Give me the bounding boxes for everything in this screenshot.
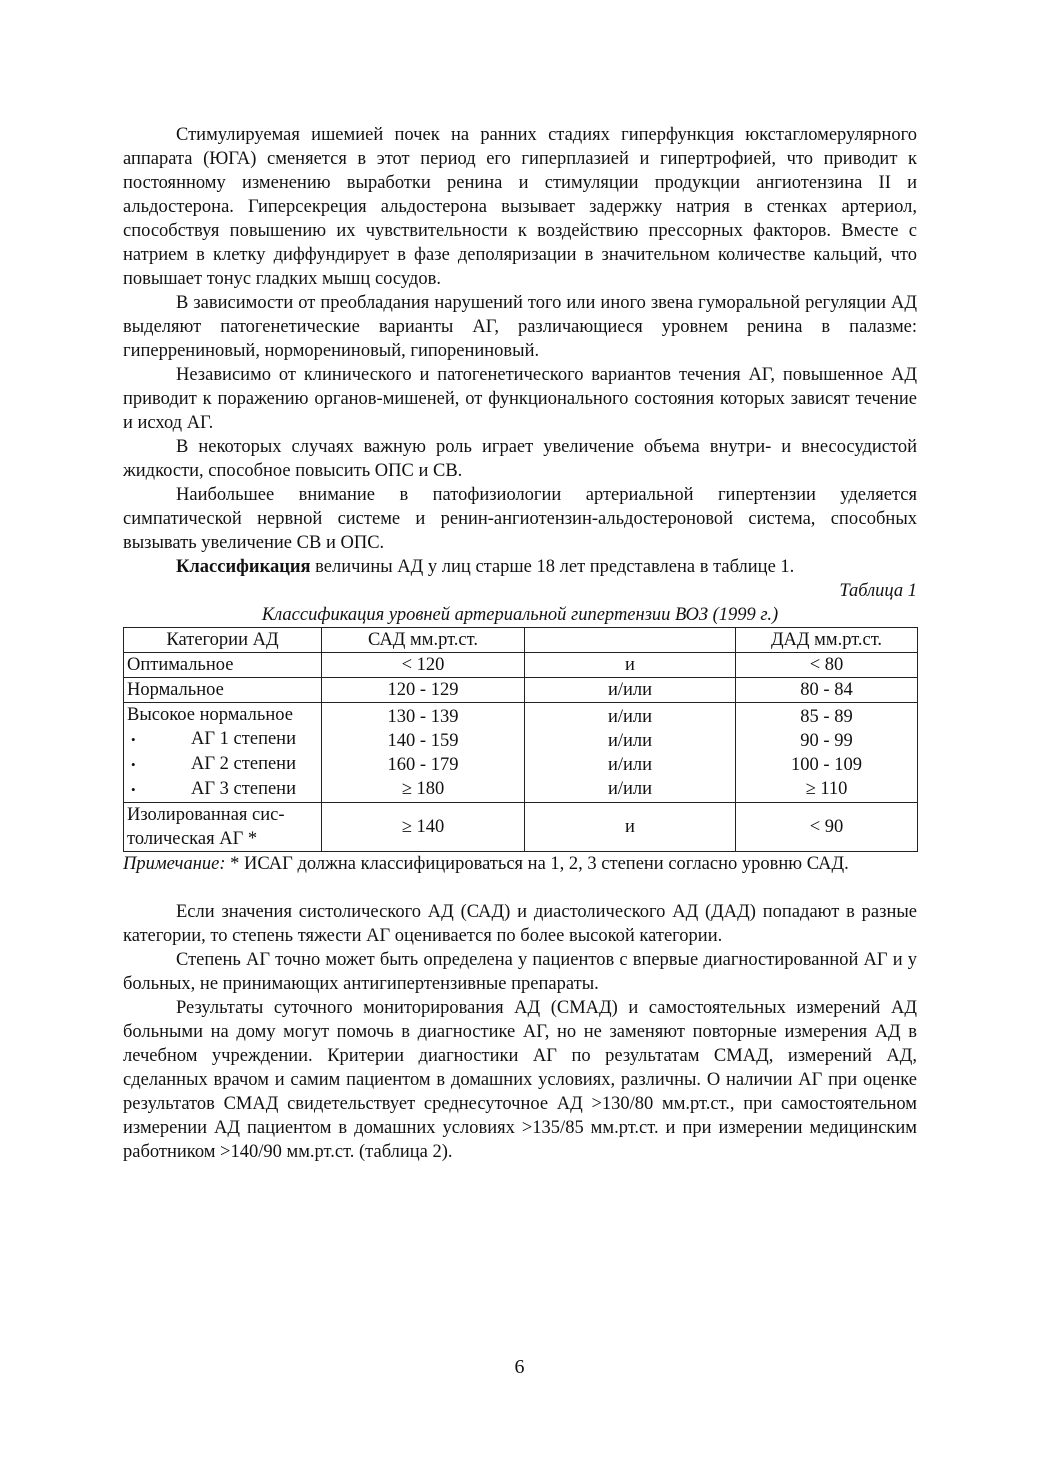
header-conj	[525, 628, 736, 653]
classification-bold: Классификация	[176, 557, 311, 577]
cell-sad: < 120	[322, 653, 525, 678]
paragraph: Если значения систолического АД (САД) и диастолического АД (ДАД) попадают в разные категории, то степень тяжести АГ оценивается по более высокой категории.	[123, 902, 917, 946]
bullet-label: АГ 3 степени	[191, 779, 296, 799]
cell-dad: 80 - 84	[736, 678, 918, 703]
value: и/или	[607, 778, 653, 799]
bullet-label: АГ 1 степени	[191, 729, 296, 749]
value: и/или	[607, 730, 653, 751]
value: 140 - 159	[387, 730, 459, 751]
cell-dad	[736, 703, 918, 803]
cell-dad: < 80	[736, 653, 918, 678]
table-note	[123, 852, 917, 876]
classification-table	[123, 627, 918, 852]
table-label: Таблица 1	[839, 581, 917, 601]
table-row	[124, 678, 918, 703]
table-row	[124, 653, 918, 678]
value: 100 - 109	[791, 754, 862, 775]
page-number: 6	[514, 1356, 525, 1378]
cell-sad	[322, 703, 525, 803]
paragraph: Стимулируемая ишемией почек на ранних стадиях гиперфункция юкстагломерулярного аппарата (ЮГА) сменяется в этот период его гиперплазией и гипертрофией, что приводит к постоянному изменению выработки ренина и стимуляции продукции ангиотензина II и альдостерона. Гиперсекреция альдостерона вызывает задержку натрия в стенках артериол, способствуя повышению их чувствительности к воздействию прессорных факторов. Вместе с натрием в клетку диффундирует в фазе деполяризации в значительном количестве кальций, что повышает тонус гладких мышц сосудов.	[123, 125, 917, 289]
paragraph: Наибольшее внимание в патофизиологии артериальной гипертензии уделяется симпатической нервной системе и ренин-ангиотензин-альдостероновой система, способных вызывать увеличение СВ и ОПС.	[123, 485, 917, 553]
spacer	[123, 876, 917, 900]
cell-category: Изолированная систолическая АГ *	[124, 803, 322, 852]
value: 90 - 99	[800, 730, 853, 751]
cell-sad: ≥ 140	[322, 803, 525, 852]
table-caption: Классификация уровней артериальной гипертензии ВОЗ (1999 г.)	[261, 605, 779, 625]
paragraph: В некоторых случаях важную роль играет увеличение объема внутри- и внесосудистой жидкости, способное повысить ОПС и СВ.	[123, 437, 917, 481]
paragraph: Степень АГ точно может быть определена у пациентов с впервые диагностированной АГ и у больных, не принимающих антигипертензивные препараты.	[123, 950, 917, 994]
cell-sad: 120 - 129	[322, 678, 525, 703]
bullet-item	[127, 727, 318, 752]
bullet-symbol: •	[131, 782, 136, 797]
header-category: Категории АД	[124, 628, 322, 653]
value: 160 - 179	[387, 754, 459, 775]
value: 130 - 139	[387, 706, 459, 727]
value: 85 - 89	[800, 706, 853, 727]
paragraph: Результаты суточного мониторирования АД (СМАД) и самостоятельных измерений АД больными на дому могут помочь в диагностике АГ, но не заменяют повторные измерения АД в лечебном учреждении. Критерии диагностики АГ по результатам СМАД, измерений АД, сделанных врачом и самим пациентом в домашних условиях, различны. О наличии АГ при оценке результатов СМАД свидетельствует среднесуточное АД >130/80 мм.рт.ст., при самостоятельном измерении АД пациентом в домашних условиях >135/85 мм.рт.ст. и при измерении медицинским работником >140/90 мм.рт.ст. (таблица 2).	[123, 998, 917, 1162]
bullet-symbol: •	[131, 757, 136, 772]
cell-conj: и/или	[525, 678, 736, 703]
cell-conj: и	[525, 653, 736, 678]
note-label: Примечание:	[123, 854, 226, 874]
cell-dad: < 90	[736, 803, 918, 852]
value: ≥ 110	[805, 778, 848, 799]
classification-paragraph	[123, 555, 917, 579]
table-row	[124, 803, 918, 852]
bullet-item	[127, 752, 318, 777]
value: и/или	[607, 706, 653, 727]
cell-category: Оптимальное	[124, 653, 322, 678]
paragraph: В зависимости от преобладания нарушений того или иного звена гуморальной регуляции АД выделяют патогенетические варианты АГ, различающиеся уровнем ренина в палазме: гиперрениновый, норморениновый, гипорениновый.	[123, 293, 917, 361]
cell-conj: и	[525, 803, 736, 852]
bullet-label: АГ 2 степени	[191, 754, 296, 774]
classification-text: величины АД у лиц старше 18 лет представлена в таблице 1.	[310, 557, 795, 577]
cell-category: Нормальное	[124, 678, 322, 703]
table-header-row	[124, 628, 918, 653]
note-text: * ИСАГ должна классифицироваться на 1, 2, 3 степени согласно уровню САД.	[225, 854, 849, 874]
value: и/или	[607, 754, 653, 775]
cell-category	[124, 703, 322, 803]
table-row	[124, 703, 918, 803]
header-dad: ДАД мм.рт.ст.	[736, 628, 918, 653]
category-high-normal: Высокое нормальное	[127, 705, 293, 725]
cell-conj	[525, 703, 736, 803]
bullet-item	[127, 777, 318, 802]
bullet-symbol: •	[131, 732, 136, 747]
page-content	[123, 123, 917, 1164]
header-sad: САД мм.рт.ст.	[322, 628, 525, 653]
paragraph: Независимо от клинического и патогенетического вариантов течения АГ, повышенное АД приводит к поражению органов-мишеней, от функционального состояния которых зависят течение и исход АГ.	[123, 365, 917, 433]
value: ≥ 180	[401, 778, 445, 799]
